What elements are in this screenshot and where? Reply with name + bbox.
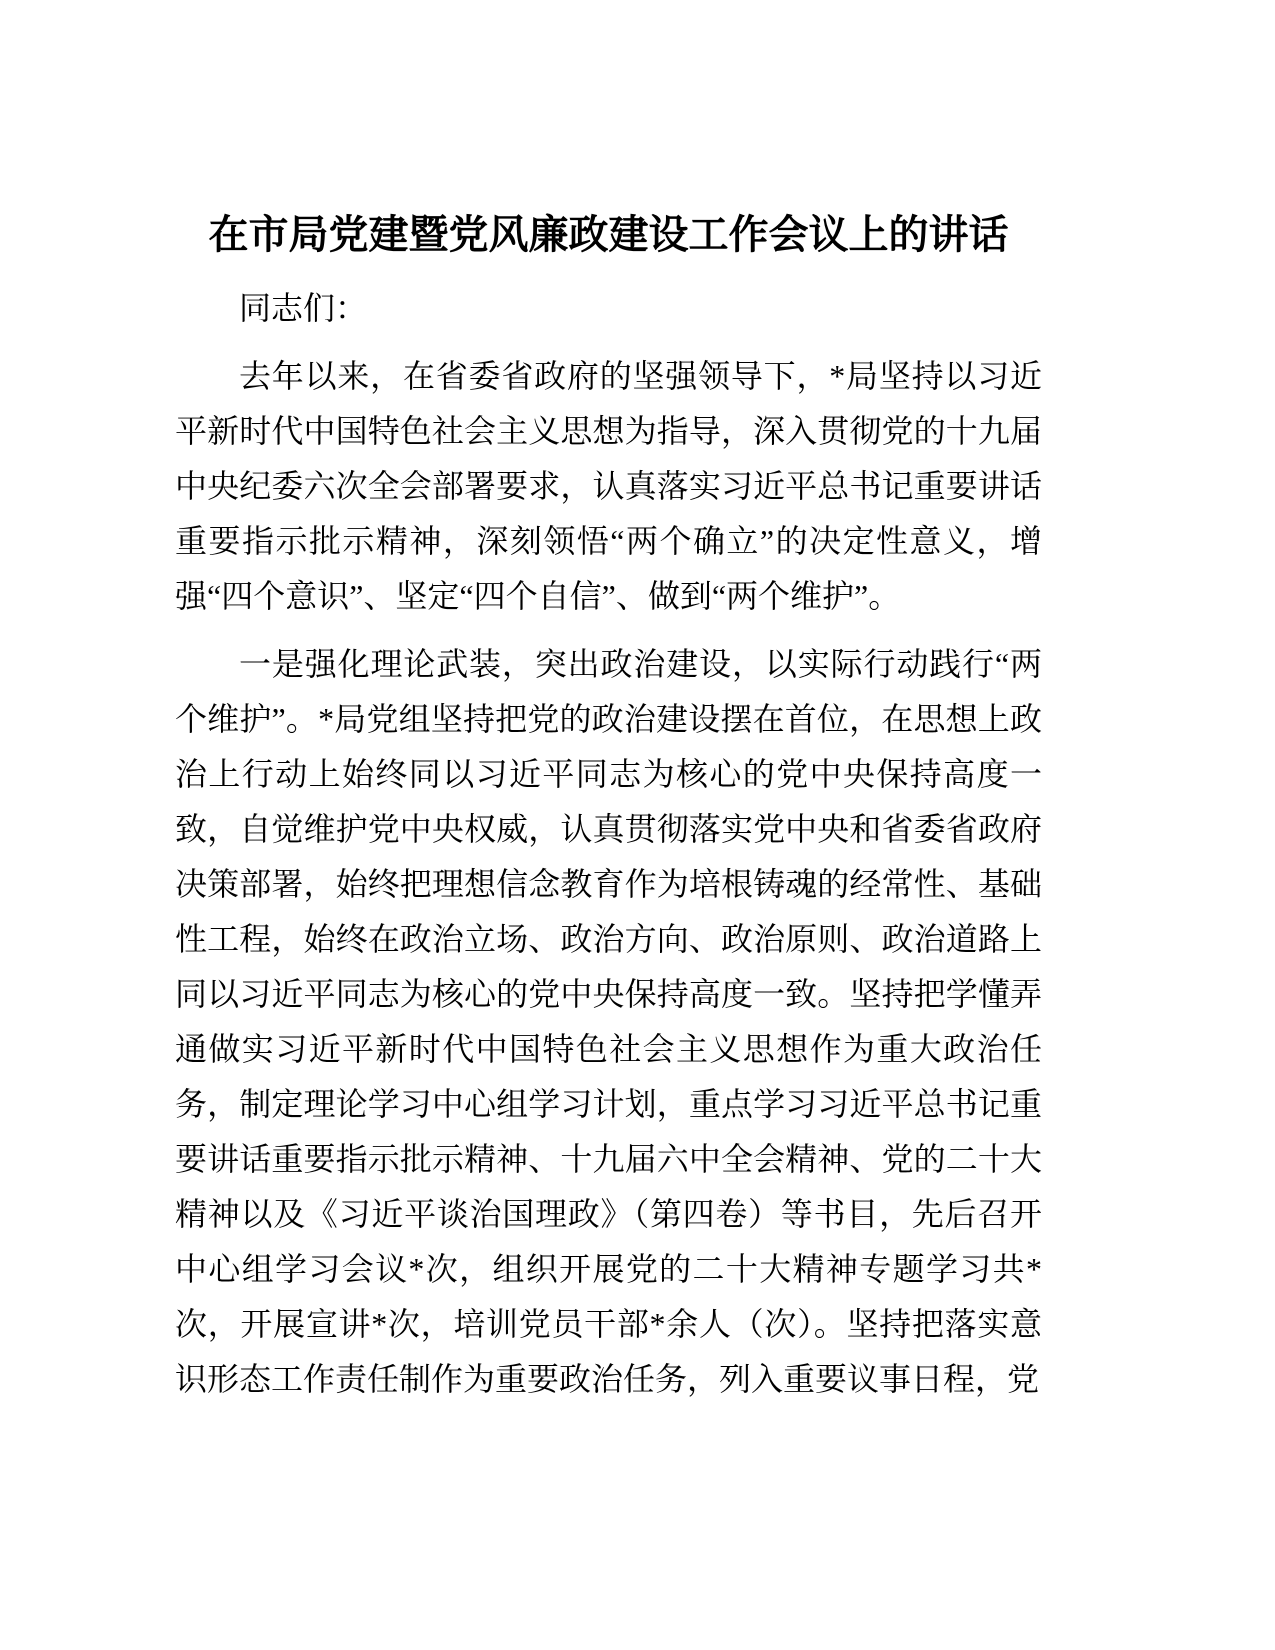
document-title: 在市局党建暨党风廉政建设工作会议上的讲话 [208, 213, 1009, 257]
body-paragraph: 一是强化理论武装，突出政治建设，以实际行动践行“两个维护”。*局党组坚持把党的政治建设摆在首位，在思想上政治上行动上始终同以习近平同志为核心的党中央保持高度一致，自觉维护党中央权威，认真贯彻落实党中央和省委省政府决策部署，始终把理想信念教育作为培根铸魂的经常性、基础性工程，始终在政治立场、政治方向、政治原则、政治道路上同以习近平同志为核心的党中央保持高度一致。坚持把学懂弄通做实习近平新时代中国特色社会主义思想作为重大政治任务，制定理论学习中心组学习计划，重点学习习近平总书记重要讲话重要指示批示精神、十九届六中全会精神、党的二十大精神以及《习近平谈治国理政》（第四卷）等书目，先后召开中心组学习会议*次，组织开展党的二十大精神专题学习共*次，开展宣讲*次，培训党员干部*余人（次）。坚持把落实意识形态工作责任制作为重要政治任务，列入重要议事日程，党 [175, 646, 1042, 1397]
intro-paragraph: 去年以来，在省委省政府的坚强领导下，*局坚持以习近平新时代中国特色社会主义思想为指导，深入贯彻党的十九届中央纪委六次全会部署要求，认真落实习近平总书记重要讲话重要指示批示精神，深刻领悟“两个确立”的决定性意义，增强“四个意识”、坚定“四个自信”、做到“两个维护”。 [175, 358, 1042, 614]
salutation-paragraph: 同志们： [239, 290, 368, 326]
